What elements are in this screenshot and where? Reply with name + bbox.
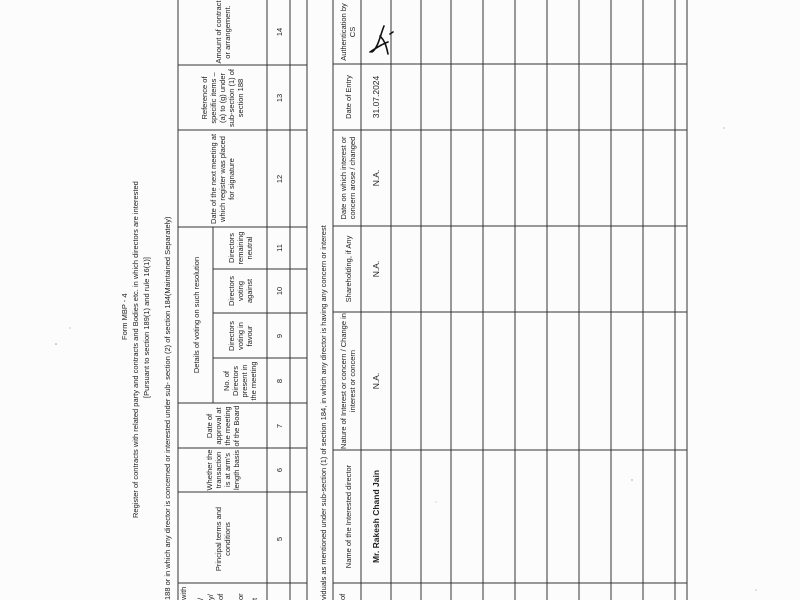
part1-heading: 188 or in which any director is concerned or interested under sub- section (2) of section 184(Maintained Separately) (163, 216, 172, 600)
table1-partial-line: or (236, 593, 245, 600)
col-shareholding: Shareholding, if Any (343, 235, 353, 303)
col-number: 6 (274, 467, 284, 473)
col-authentication: Authentication by CS (339, 3, 357, 61)
col-group-voting: Details of voting on such resolution (191, 256, 201, 374)
table2-partial-col: of (338, 593, 347, 600)
col-number: 9 (274, 333, 284, 339)
col-principal-terms: Principal terms and conditions (213, 506, 232, 572)
col-date-approval: Date of approval at the meeting of the Board (204, 405, 241, 447)
col-directors-favour: Directors voting in favour (226, 321, 254, 352)
col-directors-present: No. of Directors present in the meeting (222, 361, 258, 401)
cell-nature-of-interest: N.A. (371, 372, 381, 390)
col-date-interest-arose: Date on which interest or concern arose / changed (339, 136, 357, 220)
form-subtitle: Register of contracts with related party and contracts and Bodies etc. in which directors are interested (131, 181, 140, 518)
col-number: 8 (274, 378, 284, 384)
table1-partial-line: y/ (206, 594, 215, 600)
table1-partial-col: with (179, 586, 188, 600)
cell-date-interest-arose: N.A. (371, 169, 381, 187)
col-directors-neutral: Directors remaining neutral (226, 231, 254, 265)
form-title: Form MBP - 4 (120, 293, 129, 340)
form-pursuant-note: [Pursuant to section 189(1) and rule 16(1)] (142, 257, 151, 398)
table1-partial-line: / (196, 597, 205, 600)
col-number: 11 (274, 244, 284, 252)
cell-director-name: Mr. Rakesh Chand Jain (371, 469, 381, 564)
table1-partial-line: t (250, 597, 259, 600)
cell-date-of-entry: 31.07.2024 (371, 75, 381, 119)
col-amount: Amount of contract or arrangement. (213, 0, 232, 64)
col-number: 10 (274, 286, 284, 296)
col-directors-against: Directors voting against (226, 276, 254, 307)
col-number: 5 (274, 536, 284, 542)
col-number: 14 (274, 27, 284, 37)
part2-heading: viduals as mentioned under sub-section (1) of section 184, in which any director is having any concern or interest (319, 225, 328, 600)
cell-shareholding: N.A. (371, 260, 381, 278)
col-next-meeting: Date of the next meeting at which register was placed for signature (209, 133, 236, 225)
col-number: 7 (274, 423, 284, 429)
col-arms-length: Whether the transaction is at arm's length basis (204, 449, 241, 491)
col-number: 12 (274, 174, 284, 184)
col-interested-director: Name of the Interested director (343, 464, 353, 569)
col-date-of-entry: Date of Entry (343, 75, 353, 119)
col-nature-of-interest: Nature of Interest or concern / Change in interest or concern (339, 313, 357, 449)
table1-partial-line: of (216, 593, 225, 600)
col-number: 13 (274, 93, 284, 103)
col-reference-items: Reference of specific items – (a) to (g) under sub-section (1) of section 188 (200, 69, 245, 127)
